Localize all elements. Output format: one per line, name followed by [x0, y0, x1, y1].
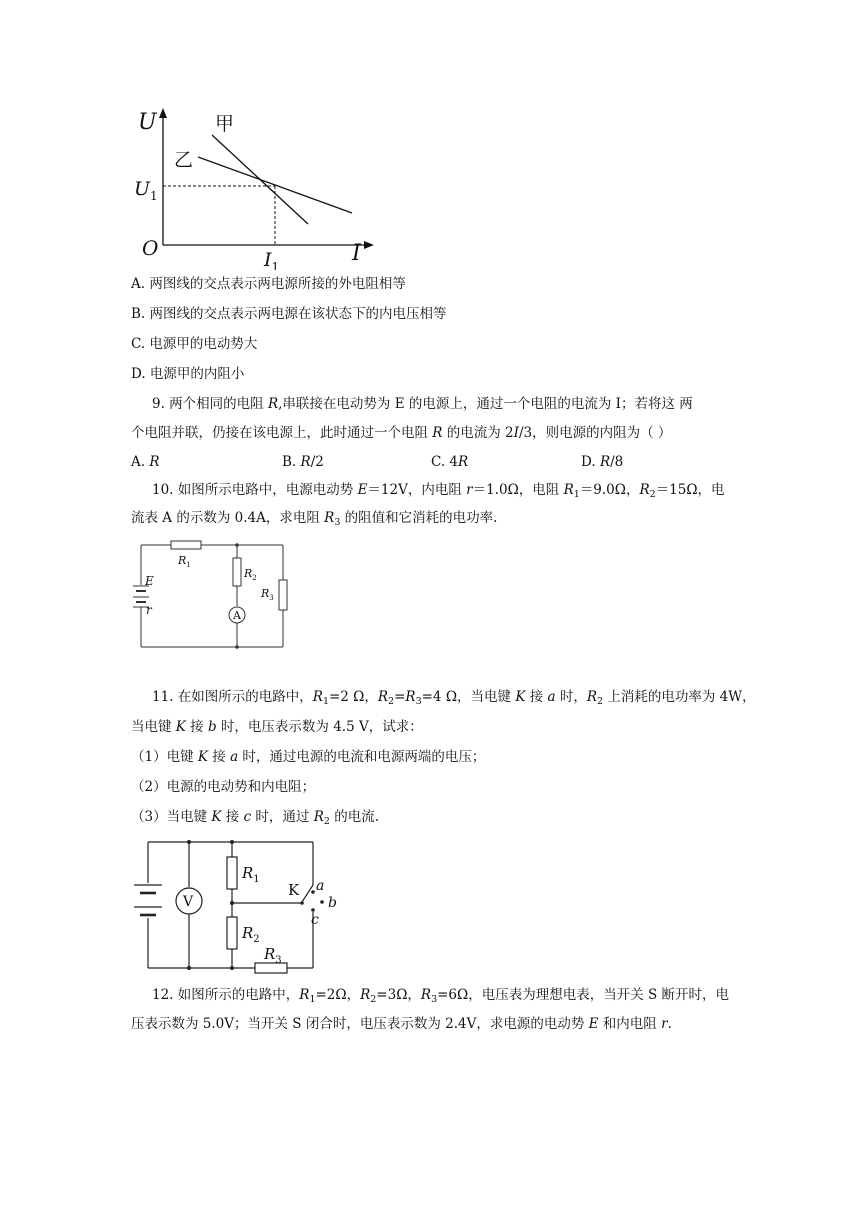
q9-option-a: A. R [131, 454, 160, 470]
r3-label: $R_3$ [261, 587, 274, 602]
r2-label: $R_2$ [244, 567, 257, 582]
q11-sub1: （1）电键 K 接 a 时，通过电源的电流和电源两端的电压； [131, 749, 486, 765]
ui-graph [120, 100, 380, 270]
resistor-r2 [227, 917, 237, 949]
q11-sub3: （3）当电键 K 接 c 时，通过 $R_2$ 的电流. [131, 809, 380, 827]
q11-line1: 11. 在如图所示的电路中，$R_1=2$ Ω，$R_2=R_3=4$ Ω，当电键 K 接 a 时，$R_2$ 上消耗的电功率为 4W， [152, 689, 756, 707]
q8-option-c: C. 电源甲的电动势大 [131, 336, 258, 352]
i-axis-label: I [352, 241, 361, 266]
contact-a-label: a [316, 878, 325, 894]
q9-line1: 9. 两个相同的电阻 R,串联接在电动势为 E 的电源上，通过一个电阻的电流为 I；若将这 两 [152, 396, 693, 412]
r3-label: $R_3$ [264, 945, 282, 966]
circuit-q11 [130, 835, 360, 975]
q8-option-d: D. 电源甲的内阻小 [131, 366, 245, 382]
u-axis-arrow [159, 108, 167, 118]
origin-label: O [142, 236, 159, 260]
q11-sub2: （2）电源的电动势和内电阻； [131, 779, 316, 795]
u-axis-label: U [138, 110, 157, 135]
ammeter-label: A [233, 609, 241, 622]
resistor-r2 [233, 558, 241, 586]
q11-line2: 当电键 K 接 b 时，电压表示数为 4.5 V，试求： [131, 719, 423, 735]
jia-label: 甲 [215, 113, 235, 135]
e-label: E [145, 574, 154, 588]
resistor-r1 [227, 857, 237, 889]
i-axis-arrow [364, 241, 374, 249]
q9-option-c: C. 4R [431, 454, 469, 470]
r1-label: $R_1$ [178, 554, 191, 569]
q12-line2: 压表示数为 5.0V；当开关 S 闭合时，电压表示数为 2.4V，求电源的电动势 E 和内电阻 r. [131, 1016, 672, 1032]
contact-c-label: c [311, 912, 319, 928]
q9-option-b: B. R/2 [282, 454, 324, 470]
q8-option-a: A. 两图线的交点表示两电源所接的外电阻相等 [131, 276, 406, 292]
u1-label: $U_1$ [134, 178, 158, 203]
switch-k-label: K [288, 881, 300, 899]
q9-line2: 个电阻并联，仍接在该电源上，此时通过一个电阻 R 的电流为 2I/3，则电源的内阻为（ ） [131, 425, 672, 441]
i1-label: $I_1$ [264, 249, 280, 270]
voltmeter-label: V [183, 894, 194, 910]
q10-line1: 10. 如图所示电路中，电源电动势 E＝12V，内电阻 r＝1.0Ω，电阻 $R_1=9.0\Omega$，$R_2=15\Omega$，电 [152, 482, 725, 500]
line-yi [198, 157, 352, 213]
q12-line1: 12. 如图所示的电路中，$R_1=2\Omega$，$R_2=3\Omega$，$R_3=6\Omega$，电压表为理想电表，当开关 S 断开时，电 [152, 987, 730, 1005]
q9-option-d: D. R/8 [581, 454, 624, 470]
resistor-r3 [279, 580, 287, 610]
contact-b-label: b [328, 895, 337, 911]
r-label: r [146, 603, 152, 617]
battery-icon [134, 885, 162, 915]
circuit-q10 [130, 535, 300, 655]
yi-label: 乙 [174, 149, 194, 171]
r1-label: $R_1$ [242, 864, 260, 885]
q8-option-b: B. 两图线的交点表示两电源在该状态下的内电压相等 [131, 306, 447, 322]
q10-line2: 流表 A 的示数为 0.4A，求电阻 $R_3$ 的阻值和它消耗的电功率. [131, 510, 498, 528]
resistor-r3 [255, 963, 287, 973]
r2-label: $R_2$ [242, 924, 260, 945]
resistor-r1 [171, 541, 201, 549]
